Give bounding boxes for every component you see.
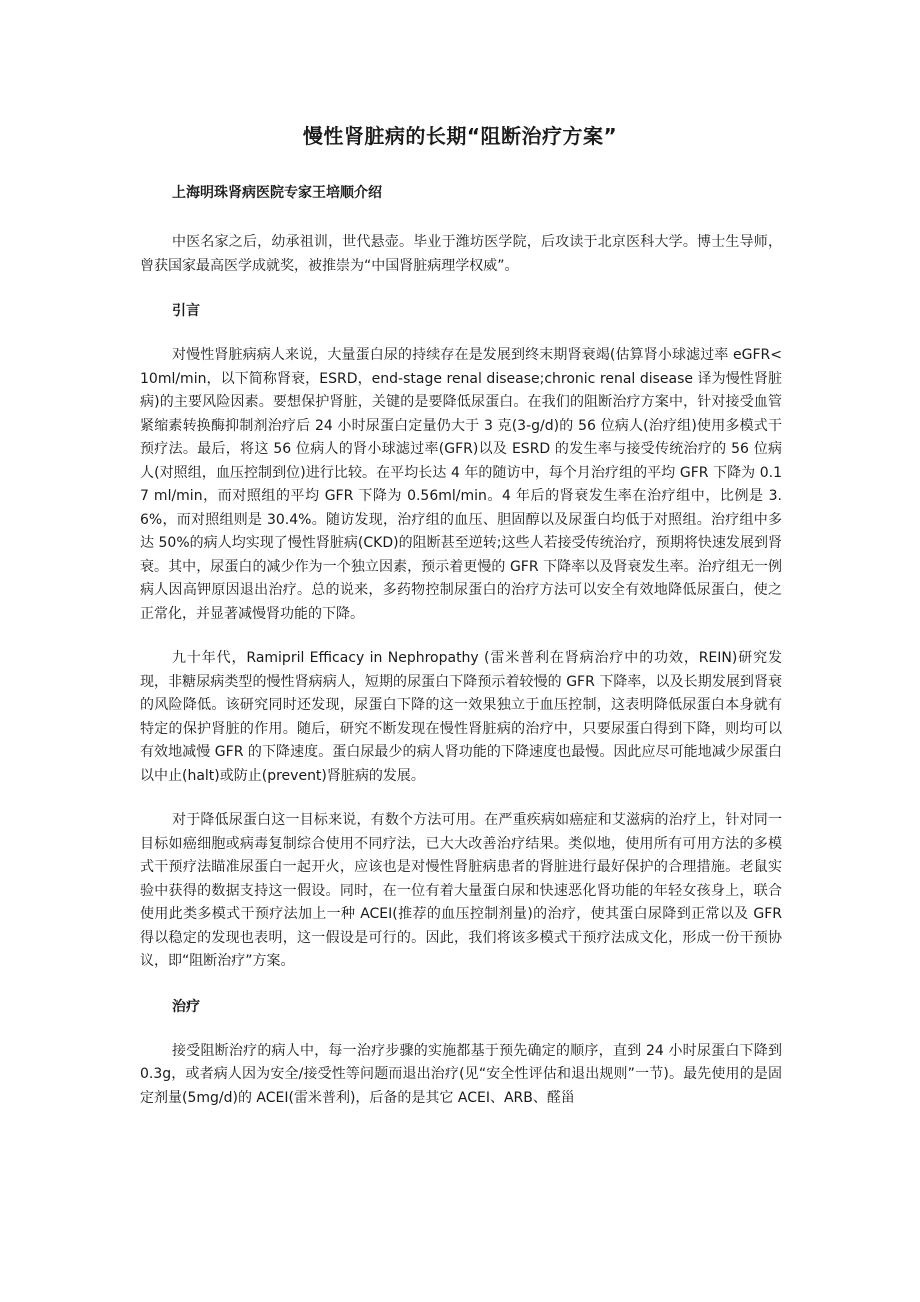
section-heading-treatment: 治疗: [172, 998, 200, 1015]
treatment-paragraph: 接受阻断治疗的病人中，每一治疗步骤的实施都基于预先确定的顺序，直到 24 小时尿蛋白下降到 0.3g，或者病人因为安全/接受性等问题而退出治疗(见“安全性评估和退出规则”一节)。最先使用的是固定剂量(5mg/d)的 ACEI(雷米普利)，后备的是其它 ACEI、ARB、醛甾: [140, 1042, 782, 1106]
body-paragraph: 对慢性肾脏病病人来说，大量蛋白尿的持续存在是发展到终末期肾衰竭(估算肾小球滤过率 eGFR<10ml/min，以下简称肾衰，ESRD，end-stage renal disease;chronic renal disease 译为慢性肾脏病)的主要风险因素。要想保护肾脏，关键的是要降低尿蛋白。在我们的阻断治疗方案中，针对接受血管紧缩素转换酶抑制剂治疗后 24 小时尿蛋白定量仍大于 3 克(3-g/d)的 56 位病人(治疗组)使用多模式干预疗法。最后，将这 56 位病人的肾小球滤过率(GFR)以及 ESRD 的发生率与接受传统治疗的 56 位病人(对照组，血压控制到位)进行比较。在平均长达 4 年的随访中，每个月治疗组的平均 GFR 下降为 0.17 ml/min，而对照组的平均 GFR 下降为 0.56ml/min。4 年后的肾衰发生率在治疗组中，比例是 3.6%，而对照组则是 30.4%。随访发现，治疗组的血压、胆固醇以及尿蛋白均低于对照组。治疗组中多达 50%的病人均实现了慢性肾脏病(CKD)的阻断甚至逆转;这些人若接受传统治疗，预期将快速发展到肾衰。其中，尿蛋白的减少作为一个独立因素，预示着更慢的 GFR 下降率以及肾衰发生率。治疗组无一例病人因高钾原因退出治疗。总的说来，多药物控制尿蛋白的治疗方法可以安全有效地降低尿蛋白，使之正常化，并显著减慢肾功能的下降。: [140, 347, 782, 622]
document-title: 慢性肾脏病的长期“阻断治疗方案”: [302, 124, 618, 148]
author-heading: 上海明珠肾病医院专家王培顺介绍: [172, 185, 382, 201]
author-intro-paragraph: 中医名家之后，幼承祖训，世代悬壶。毕业于潍坊医学院，后攻读于北京医科大学。博士生导师，曾获国家最高医学成就奖，被推崇为“中国肾脏病理学权威”。: [140, 234, 782, 274]
body-paragraph: 对于降低尿蛋白这一目标来说，有数个方法可用。在严重疾病如癌症和艾滋病的治疗上，针对同一目标如癌细胞或病毒复制综合使用不同疗法，已大大改善治疗结果。类似地，使用所有可用方法的多模式干预疗法瞄准尿蛋白一起开火，应该也是对慢性肾脏病患者的肾脏进行最好保护的合理措施。老鼠实验中获得的数据支持这一假设。同时，在一位有着大量蛋白尿和快速恶化肾功能的年轻女孩身上，联合使用此类多模式干预疗法加上一种 ACEI(推荐的血压控制剂量)的治疗，使其蛋白尿降到正常以及 GFR 得以稳定的发现也表明，这一假设是可行的。因此，我们将该多模式干预疗法成文化，形成一份干预协议，即“阻断治疗”方案。: [140, 812, 782, 969]
body-paragraph: 九十年代，Ramipril Efficacy in Nephropathy (雷米普利在肾病治疗中的功效，REIN)研究发现，非糖尿病类型的慢性肾病病人，短期的尿蛋白下降预示着较慢的 GFR 下降率，以及长期发展到肾衰的风险降低。该研究同时还发现，尿蛋白下降的这一效果独立于血压控制，这表明降低尿蛋白本身就有特定的保护肾脏的作用。随后，研究不断发现在慢性肾脏病的治疗中，只要尿蛋白得到下降，则均可以有效地减慢 GFR 的下降速度。蛋白尿最少的病人肾功能的下降速度也最慢。因此应尽可能地减少尿蛋白以中止(halt)或防止(prevent)肾脏病的发展。: [140, 650, 782, 784]
section-heading-intro: 引言: [172, 303, 200, 319]
document-body: [140, 182, 782, 1110]
